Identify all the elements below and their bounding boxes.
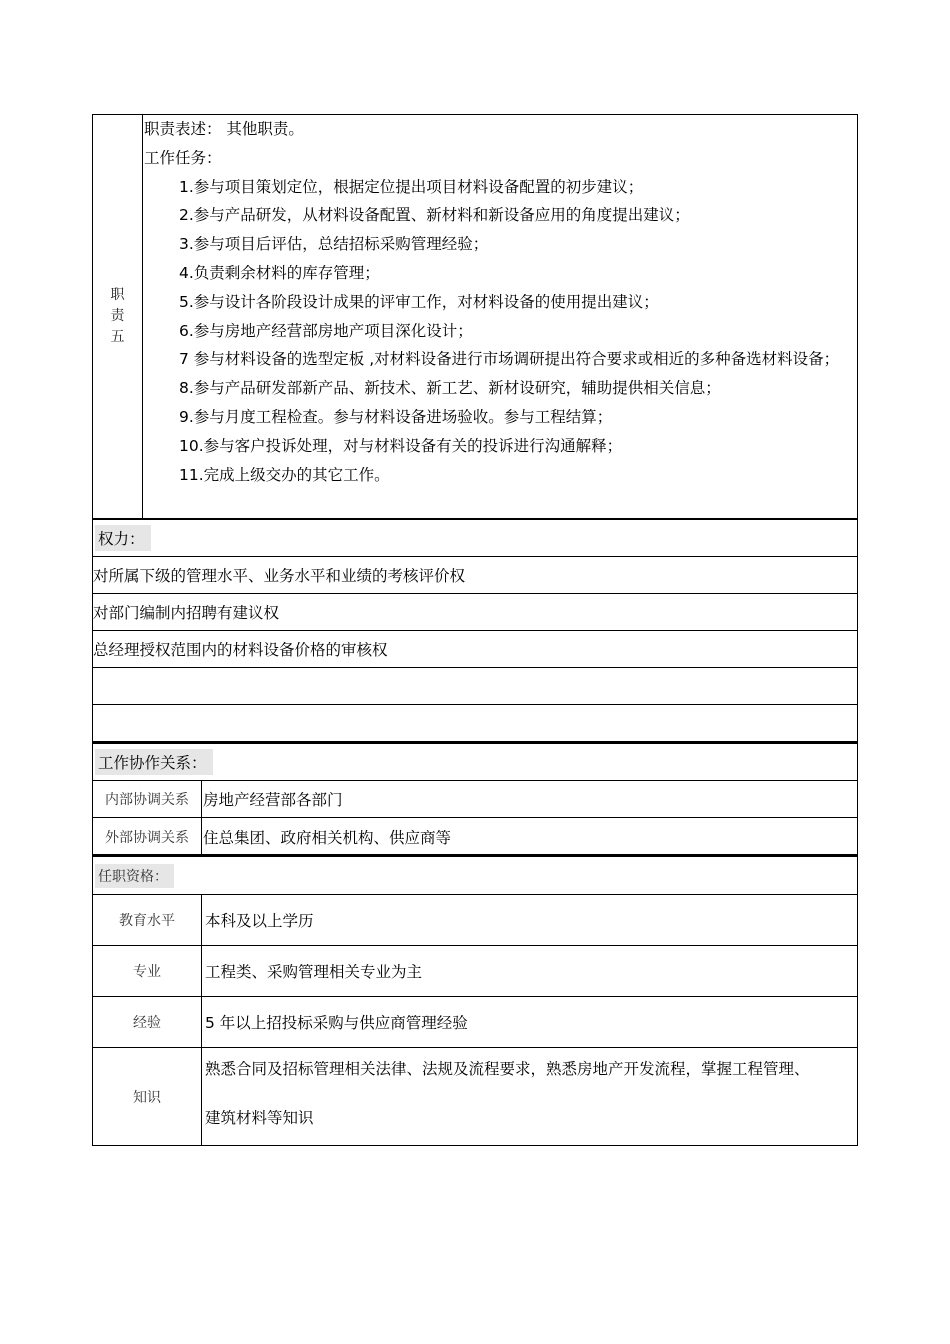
education-value: 本科及以上学历 — [205, 912, 314, 930]
external-coordination-label: 外部协调关系 — [93, 818, 202, 855]
experience-value: 5 年以上招投标采购与供应商管理经验 — [205, 1014, 468, 1032]
duty-five-content — [144, 115, 855, 489]
major-row — [93, 946, 857, 997]
task-item: 8.参与产品研发部新产品、新技术、新工艺、新材设研究，辅助提供相关信息； — [179, 379, 721, 398]
authority-row: 总经理授权范围内的材料设备价格的审核权 — [93, 631, 857, 668]
cooperation-header-row — [93, 744, 857, 781]
qualification-header-row — [93, 857, 857, 895]
duty-five-label — [93, 115, 143, 518]
task-item: 11.完成上级交办的其它工作。 — [179, 465, 390, 484]
task-item: 7 参与材料设备的选型定板 ,对材料设备进行市场调研提出符合要求或相近的多种备选材料设备； — [179, 350, 840, 369]
task-item: 4.负责剩余材料的库存管理； — [179, 263, 380, 282]
task-item: 6.参与房地产经营部房地产项目深化设计； — [179, 321, 473, 340]
tasks-title: 工作任务： — [144, 148, 222, 167]
external-coordination-value: 住总集团、政府相关机构、供应商等 — [203, 828, 452, 847]
education-label: 教育水平 — [93, 895, 202, 945]
task-item: 1.参与项目策划定位，根据定位提出项目材料设备配置的初步建议； — [179, 177, 644, 196]
authority-row: 对所属下级的管理水平、业务水平和业绩的考核评价权 — [93, 557, 857, 594]
cooperation-section — [92, 742, 858, 856]
task-item: 9.参与月度工程检查。参与材料设备进场验收。参与工程结算； — [179, 407, 613, 426]
knowledge-line: 建筑材料等知识 — [205, 1109, 314, 1127]
authority-row: 对部门编制内招聘有建议权 — [93, 594, 857, 631]
knowledge-row — [93, 1048, 857, 1146]
duty-label-char: 责 — [110, 308, 125, 324]
internal-coordination-label: 内部协调关系 — [93, 781, 202, 817]
task-item: 3.参与项目后评估，总结招标采购管理经验； — [179, 235, 489, 254]
knowledge-line: 熟悉合同及招标管理相关法律、法规及流程要求，熟悉房地产开发流程，掌握工程管理、 — [205, 1060, 810, 1078]
duty-label-char: 五 — [110, 329, 125, 345]
experience-row — [93, 997, 857, 1048]
authority-title: 权力： — [95, 525, 151, 551]
experience-label: 经验 — [93, 997, 202, 1047]
authority-row — [93, 705, 857, 742]
education-row — [93, 895, 857, 946]
major-value: 工程类、采购管理相关专业为主 — [205, 963, 423, 981]
external-coordination-row — [93, 818, 857, 855]
duty-label-char: 职 — [110, 287, 125, 303]
authority-section — [92, 518, 858, 743]
qualification-section — [92, 855, 858, 1146]
qualification-title: 任职资格： — [95, 864, 174, 888]
task-item: 10.参与客户投诉处理，对与材料设备有关的投诉进行沟通解释； — [179, 436, 623, 455]
task-item: 2.参与产品研发，从材料设备配置、新材料和新设备应用的角度提出建议； — [179, 206, 690, 225]
authority-row — [93, 668, 857, 705]
cooperation-title: 工作协作关系： — [95, 749, 213, 775]
authority-header-row — [93, 520, 857, 557]
duty-five-section — [92, 114, 858, 519]
knowledge-label: 知识 — [93, 1048, 202, 1146]
knowledge-value — [202, 1048, 857, 1146]
duty-statement: 职责表述： 其他职责。 — [144, 120, 304, 138]
internal-coordination-value: 房地产经营部各部门 — [203, 791, 343, 809]
internal-coordination-row — [93, 781, 857, 818]
major-label: 专业 — [93, 946, 202, 996]
task-item: 5.参与设计各阶段设计成果的评审工作，对材料设备的使用提出建议； — [179, 292, 659, 311]
